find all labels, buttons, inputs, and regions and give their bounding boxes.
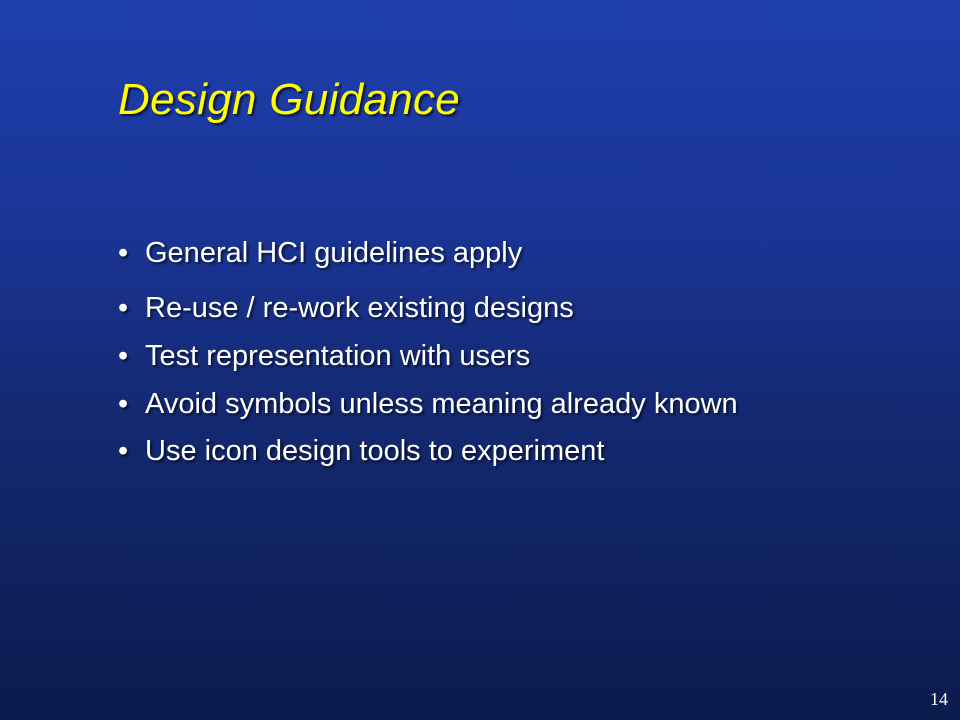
bullet-text: Test representation with users	[145, 340, 531, 372]
bullet-icon: •	[118, 340, 129, 372]
page-number: 14	[930, 689, 948, 709]
bullet-item	[118, 434, 604, 469]
bullet-icon: •	[118, 388, 129, 420]
bullet-icon: •	[118, 237, 129, 269]
bullet-text: Re-use / re-work existing designs	[145, 292, 574, 324]
bullet-item	[118, 339, 530, 374]
bullet-text: Use icon design tools to experiment	[145, 435, 605, 467]
bullet-icon: •	[118, 292, 129, 324]
bullet-text: General HCI guidelines apply	[145, 237, 523, 269]
bullet-item	[118, 387, 738, 422]
bullet-item	[118, 236, 522, 271]
bullet-icon: •	[118, 435, 129, 467]
bullet-text: Avoid symbols unless meaning already known	[145, 388, 738, 420]
slide-title: Design Guidance	[118, 75, 461, 124]
bullet-item	[118, 291, 574, 326]
